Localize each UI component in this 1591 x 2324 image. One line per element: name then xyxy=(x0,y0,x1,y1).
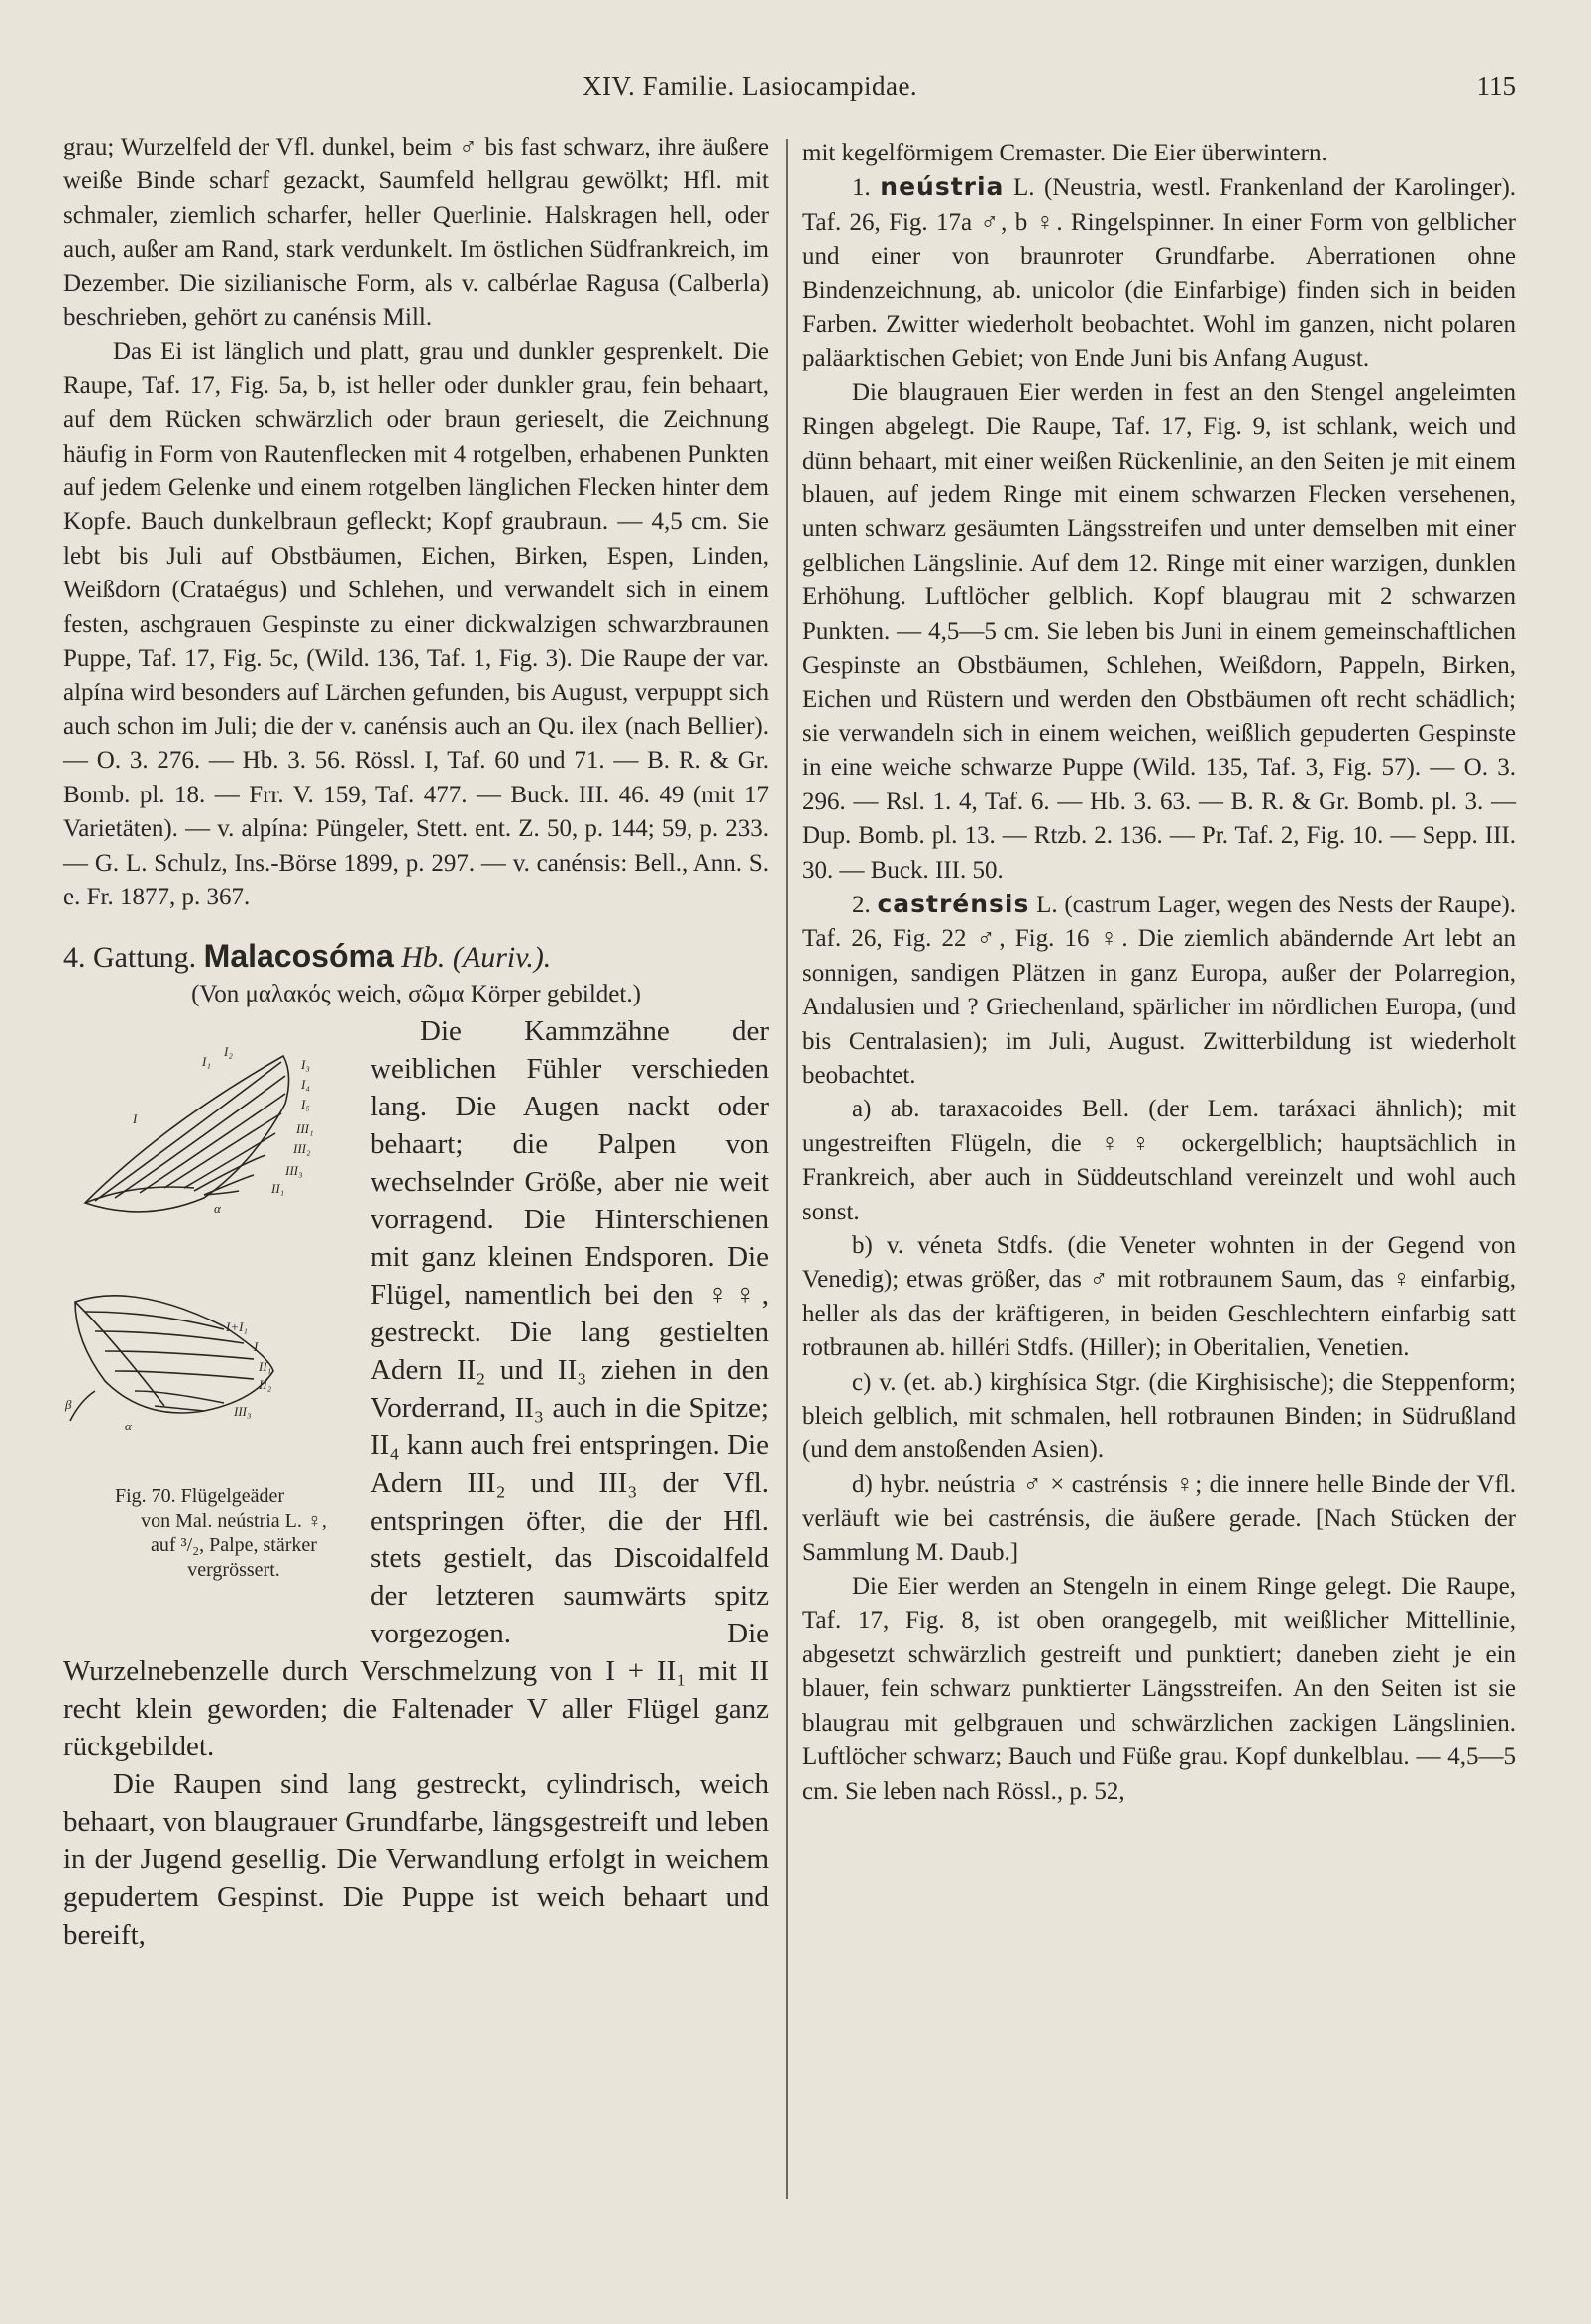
right-paragraph-3: Die Eier werden an Stengeln in einem Ringe gelegt. Die Raupe, Taf. 17, Fig. 8, ist oben orangegelb, mit weißlicher Mittellinie, abgesetzt schwärzlich gestreift und punktiert; daneben zieht je ein blauer, fein schwarz punktierter Längsstreifen. An den Seiten ist sie blaugrau mit gelbgrauen und schwärzlichen zackigen Längslinien. Luftlöcher schwarz; Bauch und Füße grau. Kopf dunkelblau. — 4,5—5 cm. Sie leben nach Rössl., p. 52, xyxy=(802,1573,1516,1805)
right-paragraph-2: Die blaugrauen Eier werden in fest an den Stengel angeleimten Ringen abgelegt. Die Raupe, Taf. 17, Fig. 9, ist schlank, weich und dünn behaart, mit einer weißen Rückenlinie, an den Seiten je mit einem blauen, auf jedem Ringe mit einem schwarzen Flecken versehenen, unten schwarz gesäumten Längsstreifen und unter demselben mit einer gelblichen Längslinie. Auf dem 12. Ringe mit einer warzigen, dunklen Erhöhung. Luftlöcher gelblich. Kopf blaugrau mit 2 schwarzen Punkten. — 4,5—5 cm. Sie leben bis Juni in einem gemeinschaftlichen Gespinste an Obstbäumen, Schlehen, Weißdorn, Pappeln, Birken, Eichen und Rüstern und werden den Obstbäumen oft recht schädlich; sie verwandeln sich in einem weichen, weißlich gepuderten Gespinste in eine weiche schwarze Puppe (Wild. 135, Taf. 3, Fig. 57). — O. 3. 296. — Rsl. 1. 4, Taf. 6. — Hb. 3. 63. — B. R. & Gr. Bomb. pl. 3. — Dup. Bomb. pl. 13. — Rtzb. 2. 136. — Pr. Taf. 2, Fig. 10. — Sepp. III. 30. — Buck. III. 50. xyxy=(802,378,1516,884)
vein-label-i3: I₃ xyxy=(301,1056,310,1072)
left-paragraph-1: grau; Wurzelfeld der Vfl. dunkel, beim ♂ bis fast schwarz, ihre äußere weiße Binde scharf gezackt, Saumfeld hellgrau gewölkt; Hfl. mit schmaler, ziemlich scharfer, heller Querlinie. Halskragen hell, oder auch, außer am Rand, stark verdunkelt. Im östlichen Südfrankreich, im Dezember. Die sizilianische Form, als v. calbérlae Ragusa (Calberla) beschrieben, gehört zu canénsis Mill. xyxy=(63,134,769,332)
left-paragraph-3 xyxy=(63,1012,769,1765)
variety-a: a) ab. taraxacoides Bell. (der Lem. taráxaci ähnlich); mit ungestreiften Flügeln, die ♀♀ ockergelblich; hauptsächlich in Frankreich, aber auch in Süddeutschland vereinzelt und wohl auch sonst. xyxy=(802,1096,1516,1225)
page-number: 115 xyxy=(1476,71,1516,101)
variety-d: d) hybr. neústria ♂ × castrénsis ♀; die innere helle Binde der Vfl. verläuft wie bei castrénsis, die äußere gerade. [Nach Stücken der Sammlung M. Daub.] xyxy=(802,1470,1516,1566)
genus-name: Malacosóma xyxy=(203,938,394,975)
wing-venation-figure xyxy=(55,1014,353,1619)
figure-caption-line-1: Fig. 70. Flügelgeäder xyxy=(115,1484,285,1507)
running-title: XIV. Familie. Lasiocampidae. xyxy=(583,71,918,101)
figure-caption-line-3: auf ³/₂, Palpe, stärker xyxy=(151,1533,317,1556)
genus-number: 4. Gattung. xyxy=(63,941,197,975)
vein-label-i1: I₁ xyxy=(202,1053,211,1069)
figure-caption-line-4: vergrössert. xyxy=(187,1558,280,1581)
vein-label-hw-ii1: II₁ xyxy=(259,1358,272,1374)
right-paragraph-1: mit kegelförmigem Cremaster. Die Eier überwintern. xyxy=(802,140,1327,166)
left-paragraph-2: Das Ei ist länglich und platt, grau und dunkler gesprenkelt. Die Raupe, Taf. 17, Fig. 5a, b, ist heller oder dunkler grau, fein behaart, auf dem Rücken schwärzlich oder braun gerieselt, die Zeichnung häufig in Form von Rautenflecken mit 4 rotgelben, erhabenen Punkten auf jedem Gelenke und einem rotgelben länglichen Flecken hinter dem Kopfe. Bauch dunkelbraun gefleckt; Kopf graubraun. — 4,5 cm. Sie lebt bis Juli auf Obstbäumen, Eichen, Birken, Espen, Linden, Weißdorn (Crataégus) und Schlehen, und verwandelt sich in einem festen, aschgrauen Gespinste zu einer dickwalzigen schwarzbraunen Puppe, Taf. 17, Fig. 5c, (Wild. 136, Taf. 1, Fig. 3). Die Raupe der var. alpína wird besonders auf Lärchen gefunden, bis August, verpuppt sich auch schon im Juli; die der v. canénsis auch an Qu. ilex (nach Bellier). — O. 3. 276. — Hb. 3. 56. Rössl. I, Taf. 60 und 71. — B. R. & Gr. Bomb. pl. 18. — Frr. V. 159, Taf. 477. — Buck. III. 46. 49 (mit 17 Varietäten). — v. alpína: Püngeler, Stett. ent. Z. 50, p. 144; 59, p. 233. — G. L. Schulz, Ins.-Börse 1899, p. 297. — v. canénsis: Bell., Ann. S. e. Fr. 1877, p. 367. xyxy=(63,338,769,910)
variety-c: c) v. (et. ab.) kirghísica Stgr. (die Kirghisische); die Steppenform; bleich gelblich, mit schmalen, hell rotbraunen Binden; in Südrußland (und dem anstoßenden Asien). xyxy=(802,1368,1516,1464)
vein-label-beta: β xyxy=(65,1396,72,1412)
genus-description-text: Die Kammzähne der weiblichen Fühler verschieden lang. Die Augen nackt oder behaart; die Palpen von wechselnder Größe, aber nie weit vorragend. Die Hinterschienen mit ganz kleinen Endsporen. Die Flügel, namentlich bei den ♀♀, gestreckt. Die lang gestielten Adern II₂ und II₃ ziehen in den Vorderrand, II₃ auch in die Spitze; II₄ kann auch frei entspringen. Die Adern III₂ und III₃ der Vfl. entspringen öfter, die der Hfl. stets gestielt, das Discoidalfeld der letzteren saumwärts spitz vorgezogen. Die Wurzelnebenzelle durch Verschmelzung von I + II₁ mit II recht klein geworden; die Faltenader V aller Flügel ganz rückgebildet. xyxy=(63,1014,769,1762)
species-1-number: 1. xyxy=(852,174,871,202)
species-neustria xyxy=(802,170,1516,375)
variety-b: b) v. véneta Stdfs. (die Veneter wohnten in der Gegend von Venedig); etwas größer, das ♂ mit rotbraunem Saum, das ♀ einfarbig, heller als das der kräftigeren, in beiden Geschlechtern einfarbig satt rotbraunen ab. hilléri Stdfs. (Hiller); in Oberitalien, Venetien. xyxy=(802,1232,1516,1362)
species-2-name: castrénsis xyxy=(877,889,1030,918)
species-castrensis xyxy=(802,888,1516,1093)
vein-label-iii2: III₂ xyxy=(293,1140,311,1156)
vein-label-hw-iii3: III₃ xyxy=(234,1403,252,1419)
figure-caption-line-2: von Mal. neústria L. ♀, xyxy=(141,1509,327,1532)
vein-label-alpha-2: α xyxy=(125,1418,132,1433)
vein-label-alpha-1: α xyxy=(214,1200,221,1215)
genus-description xyxy=(63,1012,769,1954)
left-paragraph-4: Die Raupen sind lang gestreckt, cylindrisch, weich behaart, von blaugrauer Grundfarbe, längsgestreift und leben in der Jugend gesellig. Die Verwandlung erfolgt in weichem gepudertem Gespinst. Die Puppe ist weich behaart und bereift, xyxy=(63,1767,769,1951)
vein-label-ii1: II₁ xyxy=(271,1180,285,1196)
vein-label-i2: I₂ xyxy=(224,1043,233,1059)
figure-caption xyxy=(65,1484,353,1583)
column-divider xyxy=(786,139,788,2199)
vein-label-hw-i: I xyxy=(254,1338,259,1354)
genus-author: Hb. (Auriv.). xyxy=(401,941,552,975)
etymology: (Von μαλακός weich, σῶμα Körper gebildet.) xyxy=(191,981,641,1008)
species-1-text: L. (Neustria, westl. Frankenland der Karolinger). Taf. 26, Fig. 17a ♂, b ♀. Ringelspinner. In einer Form von gelblicher und einer von braunroter Grundfarbe. Aberrationen ohne Bindenzeichnung, ab. unicolor (die Einfarbige) finden sich in beiden Farben. Zwitter wiederholt beobachtet. Wohl im ganzen, nicht polaren paläarktischen Gebiet; von Ende Juni bis Anfang August. xyxy=(802,174,1517,372)
species-1-name: neústria xyxy=(880,172,1005,202)
vein-label-i: I xyxy=(133,1110,138,1126)
right-column xyxy=(802,137,1516,1809)
genus-heading xyxy=(63,936,769,978)
vein-label-iii1: III₁ xyxy=(296,1120,314,1136)
page-header xyxy=(0,71,1591,111)
vein-label-i-plus-i1: I+I₁ xyxy=(226,1319,248,1334)
vein-label-i4: I₄ xyxy=(301,1076,310,1092)
wing-venation-drawing xyxy=(55,1014,353,1480)
vein-label-hw-ii2: II₂ xyxy=(259,1376,272,1392)
vein-label-iii3: III₃ xyxy=(285,1162,303,1178)
species-2-number: 2. xyxy=(852,891,871,918)
species-2-text: L. (castrum Lager, wegen des Nests der Raupe). Taf. 26, Fig. 22 ♂, Fig. 16 ♀. Die ziemlich abändernde Art lebt an sonnigen, sandigen Plätzen in ganz Europa, außer der Polarregion, Andalusien und ? Griechenland, spärlicher im nördlichen Europa, (und bis Centralasien); im Juli, August. Zwitterbildung ist wiederholt beobachtet. xyxy=(802,891,1517,1089)
left-column xyxy=(63,131,769,1954)
vein-label-i5: I₅ xyxy=(301,1096,310,1111)
